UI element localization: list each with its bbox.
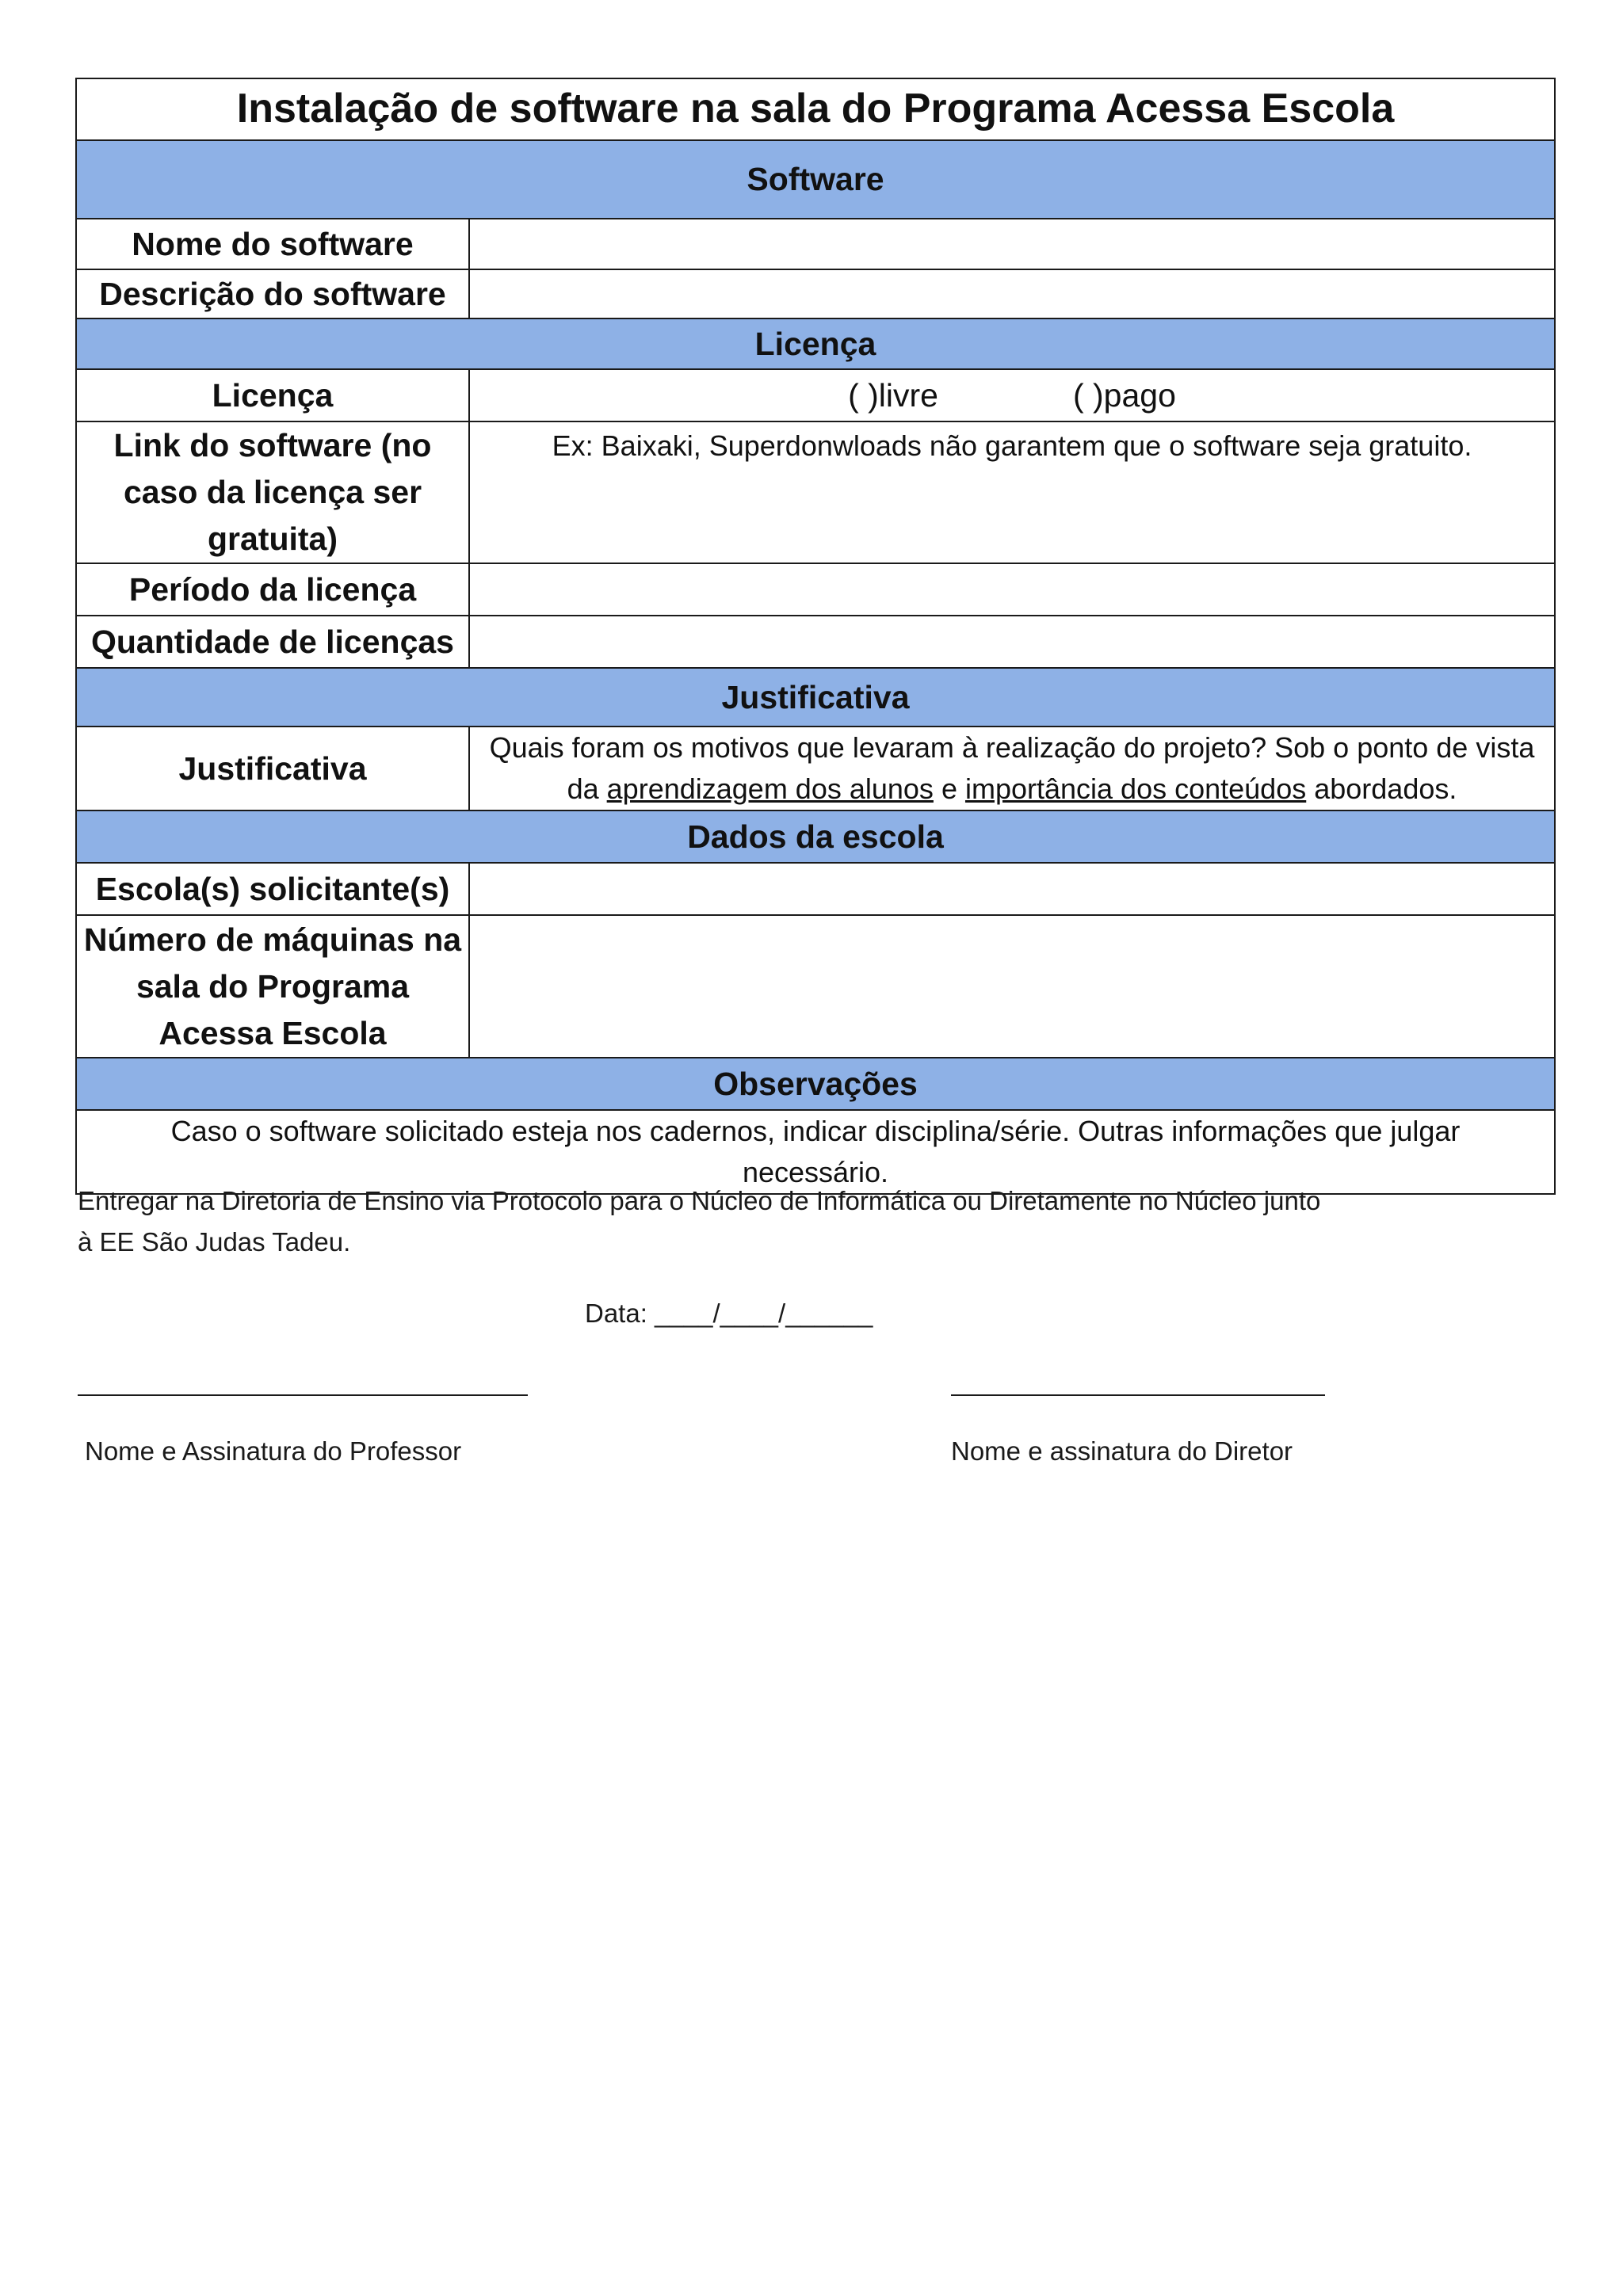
teacher-signature-label: Nome e Assinatura do Professor bbox=[85, 1436, 462, 1466]
director-signature-line[interactable] bbox=[951, 1394, 1325, 1396]
label-justificativa: Justificativa bbox=[76, 727, 469, 810]
nome-software-field[interactable] bbox=[469, 219, 1555, 269]
section-header-justificativa: Justificativa bbox=[76, 668, 1555, 727]
director-signature-label: Nome e assinatura do Diretor bbox=[951, 1436, 1293, 1466]
label-descricao-software: Descrição do software bbox=[76, 269, 469, 318]
justificativa-field[interactable] bbox=[469, 727, 1555, 810]
teacher-signature-line[interactable] bbox=[78, 1394, 528, 1396]
section-header-dados-escola: Dados da escola bbox=[76, 810, 1555, 863]
label-periodo-licenca: Período da licença bbox=[76, 563, 469, 616]
justification-hint-underline2: importância dos conteúdos bbox=[964, 772, 1307, 805]
justification-hint-part1: Quais foram os motivos que levaram à realização do projeto? Sob o ponto de vista da bbox=[489, 731, 1535, 805]
justification-hint-underline1: aprendizagem dos alunos bbox=[606, 772, 934, 805]
justification-hint-part2: e bbox=[933, 772, 965, 805]
label-link-software: Link do software (no caso da licença ser gratuita) bbox=[76, 421, 469, 563]
link-software-field[interactable] bbox=[469, 421, 1555, 563]
escolas-solicitantes-field[interactable] bbox=[469, 863, 1555, 915]
license-option-free[interactable]: ( )livre bbox=[848, 377, 938, 414]
link-hint: Ex: Baixaki, Superdonwloads não garantem que o software seja gratuito. bbox=[552, 429, 1472, 462]
label-numero-maquinas: Número de máquinas na sala do Programa Acessa Escola bbox=[76, 915, 469, 1058]
request-form-table bbox=[75, 78, 1556, 1195]
descricao-software-field[interactable] bbox=[469, 269, 1555, 318]
justification-hint-part3: abordados. bbox=[1306, 772, 1457, 805]
delivery-note-line1: Entregar na Diretoria de Ensino via Protocolo para o Núcleo de Informática ou Diretamente no Núcleo junto bbox=[78, 1186, 1321, 1215]
periodo-licenca-field[interactable] bbox=[469, 563, 1555, 616]
section-header-licenca: Licença bbox=[76, 318, 1555, 369]
label-quantidade-licencas: Quantidade de licenças bbox=[76, 616, 469, 668]
label-licenca: Licença bbox=[76, 369, 469, 421]
numero-maquinas-field[interactable] bbox=[469, 915, 1555, 1058]
section-header-observacoes: Observações bbox=[76, 1058, 1555, 1110]
label-nome-software: Nome do software bbox=[76, 219, 469, 269]
date-field[interactable]: Data: ____/____/______ bbox=[585, 1299, 873, 1328]
label-escolas-solicitantes: Escola(s) solicitante(s) bbox=[76, 863, 469, 915]
delivery-note-line2: à EE São Judas Tadeu. bbox=[78, 1227, 351, 1257]
section-header-software: Software bbox=[76, 140, 1555, 219]
form-title: Instalação de software na sala do Programa Acessa Escola bbox=[76, 78, 1555, 140]
license-options bbox=[469, 369, 1555, 421]
license-option-paid[interactable]: ( )pago bbox=[1072, 377, 1176, 414]
observations-text: Caso o software solicitado esteja nos cadernos, indicar disciplina/série. Outras informações que julgar necessário. bbox=[170, 1115, 1461, 1188]
quantidade-licencas-field[interactable] bbox=[469, 616, 1555, 668]
